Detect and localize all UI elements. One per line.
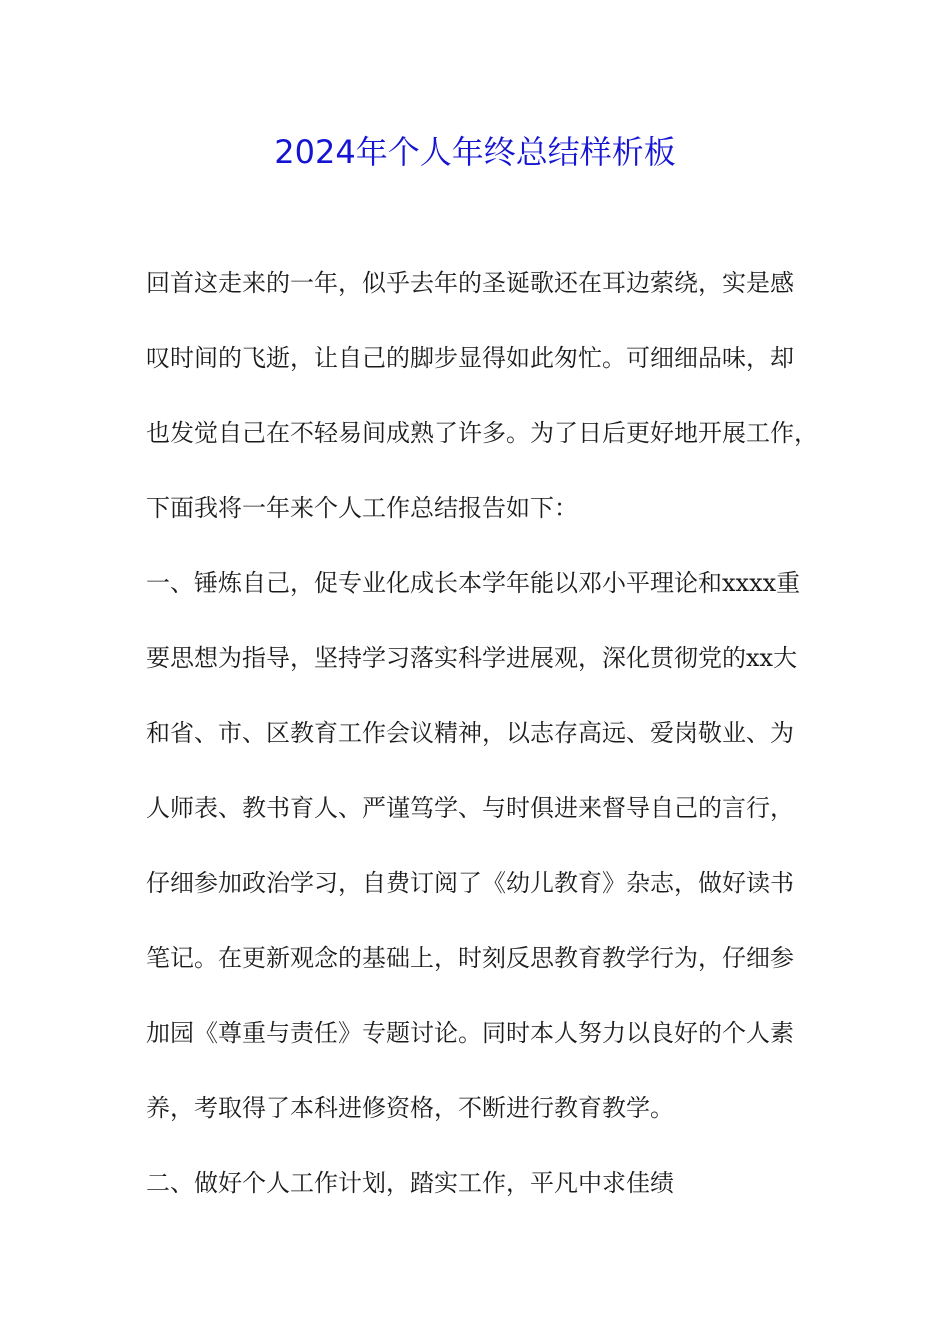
paragraph-line: 人师表、教书育人、严谨笃学、与时俱进来督导自己的言行，: [146, 794, 794, 822]
paragraph-line: 养，考取得了本科进修资格，不断进行教育教学。: [146, 1094, 674, 1122]
paragraph-line: 也发觉自己在不轻易间成熟了许多。为了日后更好地开展工作，: [146, 419, 818, 447]
paragraph-line: 叹时间的飞逝，让自己的脚步显得如此匆忙。可细细品味，却: [146, 344, 794, 372]
paragraph-line: 仔细参加政治学习，自费订阅了《幼儿教育》杂志，做好读书: [146, 869, 794, 897]
paragraph-line: 加园《尊重与责任》专题讨论。同时本人努力以良好的个人素: [146, 1019, 794, 1047]
document-title: 2024年个人年终总结样析板: [274, 133, 676, 171]
paragraph-line: 和省、市、区教育工作会议精神，以志存高远、爱岗敬业、为: [146, 719, 794, 747]
section-heading-line: 一、锤炼自己，促专业化成长本学年能以邓小平理论和xxxx重: [146, 569, 801, 597]
section-heading-line: 二、做好个人工作计划，踏实工作，平凡中求佳绩: [146, 1169, 674, 1197]
paragraph-line: 回首这走来的一年，似乎去年的圣诞歌还在耳边萦绕，实是感: [146, 269, 794, 297]
paragraph-line: 笔记。在更新观念的基础上，时刻反思教育教学行为，仔细参: [146, 944, 794, 972]
paragraph-line: 下面我将一年来个人工作总结报告如下：: [146, 494, 578, 522]
paragraph-line: 要思想为指导，坚持学习落实科学进展观，深化贯彻党的xx大: [146, 644, 798, 672]
